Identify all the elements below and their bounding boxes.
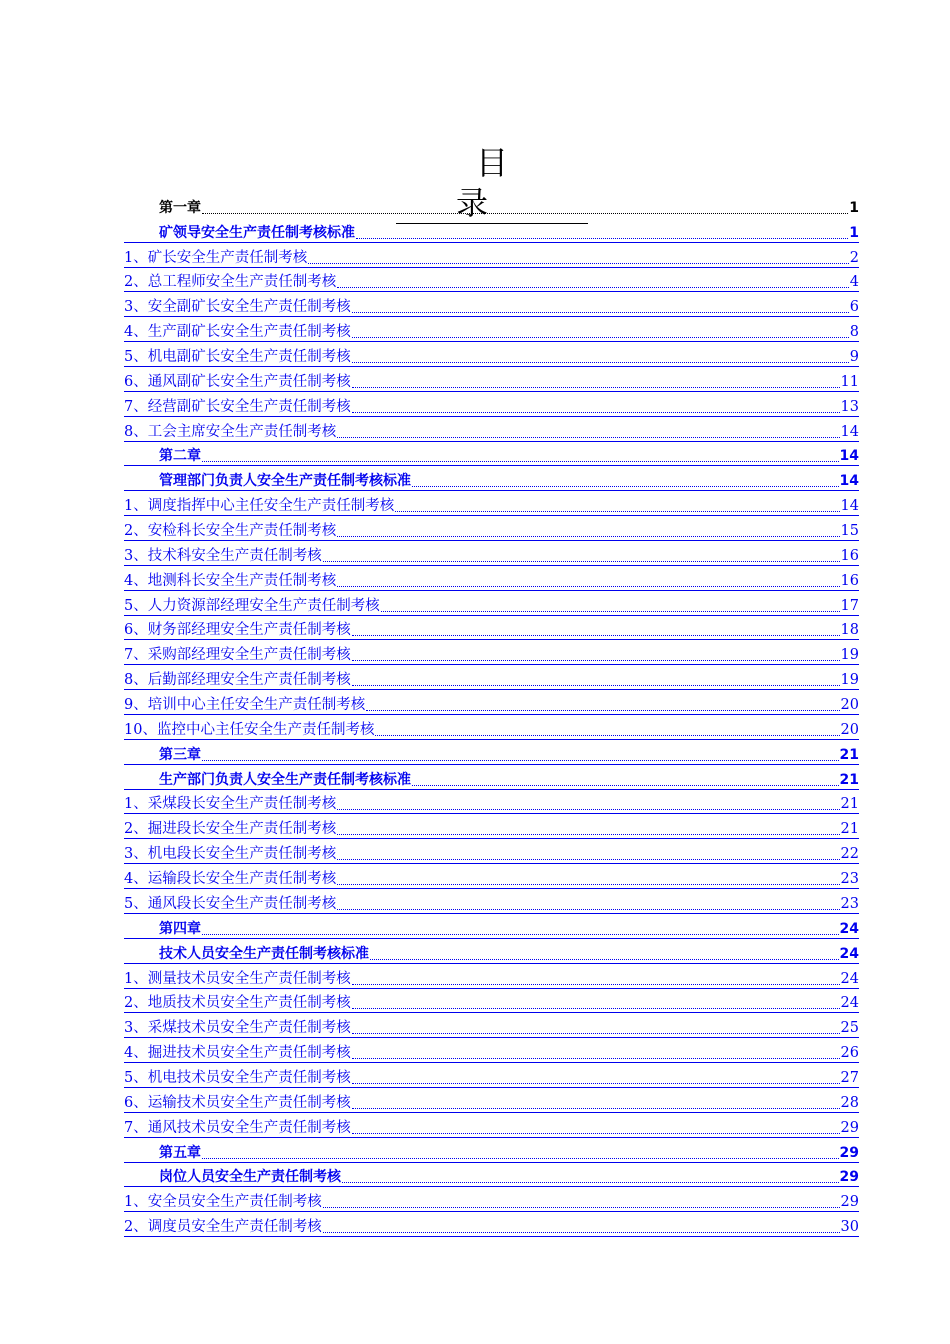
toc-entry-label: 2、总工程师安全生产责任制考核 (124, 274, 337, 291)
toc-entry-label: 5、通风段长安全生产责任制考核 (124, 895, 337, 912)
toc-entry-label: 4、运输段长安全生产责任制考核 (124, 871, 337, 888)
toc-dot-leader (352, 1119, 840, 1134)
toc-page-number: 9 (849, 349, 859, 366)
toc-dot-leader (352, 323, 849, 338)
toc-entry-label: 6、运输技术员安全生产责任制考核 (124, 1094, 351, 1111)
toc-dot-leader (337, 522, 839, 537)
toc-entry-link[interactable] (124, 516, 859, 541)
toc-entry-link[interactable] (124, 839, 859, 864)
toc-entry-label: 8、后勤部经理安全生产责任制考核 (124, 672, 351, 689)
toc-page-number: 21 (840, 821, 859, 838)
toc-entry-label: 岗位人员安全生产责任制考核 (159, 1169, 341, 1186)
toc-entry-label: 管理部门负责人安全生产责任制考核标准 (159, 473, 411, 490)
toc-dot-leader (356, 224, 848, 239)
toc-dot-leader (337, 895, 839, 910)
toc-page-number: 14 (839, 473, 859, 490)
toc-entry-link[interactable] (124, 616, 859, 641)
toc-entry-label: 3、采煤技术员安全生产责任制考核 (124, 1020, 351, 1037)
toc-entry-link[interactable] (124, 889, 859, 914)
toc-entry-link[interactable] (124, 964, 859, 989)
toc-entry-link[interactable] (124, 1113, 859, 1138)
toc-entry-label: 第三章 (159, 746, 201, 763)
toc-entry-link[interactable] (124, 1212, 859, 1237)
toc-entry-link[interactable] (124, 243, 859, 268)
toc-entry-link[interactable] (124, 989, 859, 1014)
toc-page-number: 2 (849, 249, 859, 266)
toc-entry-label: 3、机电段长安全生产责任制考核 (124, 846, 337, 863)
toc-entry-label: 技术人员安全生产责任制考核标准 (159, 945, 369, 962)
toc-entry-label: 第一章 (159, 199, 201, 216)
toc-entry-label: 第五章 (159, 1144, 201, 1161)
toc-page-number: 20 (840, 697, 859, 714)
toc-entry-label: 1、采煤段长安全生产责任制考核 (124, 796, 337, 813)
toc-chapter-link[interactable] (124, 1138, 859, 1163)
toc-chapter-link[interactable] (124, 193, 859, 218)
toc-entry-label: 1、调度指挥中心主任安全生产责任制考核 (124, 498, 395, 515)
toc-dot-leader (337, 845, 839, 860)
toc-chapter-link[interactable] (124, 1163, 859, 1188)
toc-entry-link[interactable] (124, 790, 859, 815)
toc-entry-label: 矿领导安全生产责任制考核标准 (159, 224, 355, 241)
toc-page-number: 24 (840, 970, 859, 987)
toc-chapter-link[interactable] (124, 765, 859, 790)
toc-page-number: 24 (840, 995, 859, 1012)
toc-entry-link[interactable] (124, 640, 859, 665)
toc-entry-label: 8、工会主席安全生产责任制考核 (124, 423, 337, 440)
toc-page-number: 8 (849, 324, 859, 341)
toc-dot-leader (323, 1193, 840, 1208)
toc-page-number: 13 (840, 398, 859, 415)
toc-dot-leader (202, 447, 839, 462)
toc-entry-link[interactable] (124, 591, 859, 616)
toc-entry-link[interactable] (124, 491, 859, 516)
toc-page-number: 11 (840, 373, 859, 390)
toc-page-number: 6 (849, 299, 859, 316)
toc-chapter-link[interactable] (124, 939, 859, 964)
toc-entry-label: 第二章 (159, 448, 201, 465)
toc-chapter-link[interactable] (124, 442, 859, 467)
toc-entry-link[interactable] (124, 1063, 859, 1088)
toc-entry-label: 5、机电技术员安全生产责任制考核 (124, 1069, 351, 1086)
toc-dot-leader (202, 746, 839, 761)
toc-page-number: 19 (840, 672, 859, 689)
toc-entry-label: 3、安全副矿长安全生产责任制考核 (124, 299, 351, 316)
toc-dot-leader (202, 199, 848, 214)
toc-dot-leader (370, 945, 839, 960)
toc-dot-leader (323, 1218, 840, 1233)
toc-entry-label: 4、生产副矿长安全生产责任制考核 (124, 324, 351, 341)
toc-dot-leader (352, 1069, 840, 1084)
toc-dot-leader (352, 646, 840, 661)
toc-entry-link[interactable] (124, 1187, 859, 1212)
toc-entry-link[interactable] (124, 1088, 859, 1113)
toc-entry-label: 2、掘进段长安全生产责任制考核 (124, 821, 337, 838)
toc-entry-link[interactable] (124, 367, 859, 392)
toc-dot-leader (352, 994, 840, 1009)
toc-entry-label: 6、通风副矿长安全生产责任制考核 (124, 373, 351, 390)
toc-entry-link[interactable] (124, 317, 859, 342)
toc-page-number: 20 (840, 721, 859, 738)
toc-dot-leader (352, 671, 840, 686)
toc-page-number: 30 (840, 1219, 859, 1236)
toc-entry-link[interactable] (124, 665, 859, 690)
toc-dot-leader (308, 249, 849, 264)
toc-dot-leader (352, 298, 849, 313)
toc-page-number: 18 (840, 622, 859, 639)
toc-entry-link[interactable] (124, 1038, 859, 1063)
toc-entry-link[interactable] (124, 342, 859, 367)
toc-entry-link[interactable] (124, 541, 859, 566)
toc-page-number: 29 (840, 1119, 859, 1136)
table-of-contents (124, 193, 859, 1237)
toc-page-number: 17 (840, 597, 859, 614)
toc-page-number: 14 (840, 498, 859, 515)
toc-page-number: 15 (840, 523, 859, 540)
toc-entry-label: 1、矿长安全生产责任制考核 (124, 249, 308, 266)
toc-entry-label: 生产部门负责人安全生产责任制考核标准 (159, 771, 411, 788)
toc-entry-link[interactable] (124, 690, 859, 715)
toc-dot-leader (337, 820, 839, 835)
toc-dot-leader (352, 398, 840, 413)
toc-page-number: 21 (839, 771, 859, 788)
toc-dot-leader (342, 1168, 839, 1183)
toc-entry-label: 2、地质技术员安全生产责任制考核 (124, 995, 351, 1012)
toc-dot-leader (412, 472, 839, 487)
toc-page-number: 23 (840, 895, 859, 912)
toc-chapter-link[interactable] (124, 914, 859, 939)
toc-entry-label: 1、安全员安全生产责任制考核 (124, 1194, 322, 1211)
toc-page-number: 19 (840, 647, 859, 664)
toc-dot-leader (337, 423, 839, 438)
toc-dot-leader (323, 547, 840, 562)
toc-chapter-link[interactable] (124, 466, 859, 491)
toc-page-number: 22 (840, 846, 859, 863)
toc-page-number: 16 (840, 547, 859, 564)
toc-page-number: 24 (839, 920, 859, 937)
toc-page-number: 23 (840, 871, 859, 888)
toc-entry-link[interactable] (124, 814, 859, 839)
toc-entry-link[interactable] (124, 715, 859, 740)
toc-page-number: 29 (839, 1144, 859, 1161)
toc-dot-leader (352, 373, 840, 388)
toc-page-number: 1 (849, 199, 859, 216)
toc-dot-leader (202, 920, 839, 935)
toc-entry-link[interactable] (124, 392, 859, 417)
toc-dot-leader (412, 771, 839, 786)
toc-page-number: 14 (839, 448, 859, 465)
toc-page-number: 4 (849, 274, 859, 291)
toc-dot-leader (202, 1144, 839, 1159)
toc-page-number: 28 (840, 1094, 859, 1111)
toc-entry-link[interactable] (124, 268, 859, 293)
toc-dot-leader (337, 870, 839, 885)
toc-dot-leader (395, 497, 839, 512)
toc-entry-label: 2、安检科长安全生产责任制考核 (124, 523, 337, 540)
toc-entry-label: 1、测量技术员安全生产责任制考核 (124, 970, 351, 987)
toc-entry-link[interactable] (124, 1013, 859, 1038)
toc-page-number: 27 (840, 1069, 859, 1086)
toc-entry-link[interactable] (124, 864, 859, 889)
toc-chapter-link[interactable] (124, 740, 859, 765)
toc-page-number: 26 (840, 1045, 859, 1062)
toc-entry-label: 4、掘进技术员安全生产责任制考核 (124, 1045, 351, 1062)
toc-entry-label: 第四章 (159, 920, 201, 937)
toc-dot-leader (352, 970, 840, 985)
toc-dot-leader (352, 1019, 840, 1034)
toc-page-number: 21 (840, 796, 859, 813)
toc-entry-link[interactable] (124, 417, 859, 442)
toc-page-number: 14 (840, 423, 859, 440)
toc-entry-label: 6、财务部经理安全生产责任制考核 (124, 622, 351, 639)
toc-dot-leader (352, 1094, 840, 1109)
toc-dot-leader (337, 572, 839, 587)
toc-page-number: 25 (840, 1020, 859, 1037)
toc-chapter-link[interactable] (124, 218, 859, 243)
toc-dot-leader (337, 273, 849, 288)
toc-dot-leader (375, 721, 839, 736)
toc-dot-leader (352, 348, 849, 363)
toc-page-number: 1 (849, 224, 859, 241)
toc-page-number: 24 (839, 945, 859, 962)
toc-entry-label: 10、监控中心主任安全生产责任制考核 (124, 721, 375, 738)
toc-entry-label: 7、通风技术员安全生产责任制考核 (124, 1119, 351, 1136)
toc-dot-leader (337, 795, 839, 810)
toc-page-number: 29 (839, 1169, 859, 1186)
toc-page-number: 16 (840, 572, 859, 589)
toc-entry-label: 5、人力资源部经理安全生产责任制考核 (124, 597, 380, 614)
toc-dot-leader (366, 696, 839, 711)
toc-entry-label: 9、培训中心主任安全生产责任制考核 (124, 697, 366, 714)
toc-entry-label: 2、调度员安全生产责任制考核 (124, 1219, 322, 1236)
toc-dot-leader (352, 1044, 840, 1059)
toc-entry-label: 4、地测科长安全生产责任制考核 (124, 572, 337, 589)
toc-title: 目 录 (396, 143, 588, 224)
toc-entry-label: 3、技术科安全生产责任制考核 (124, 547, 322, 564)
toc-page-number: 29 (840, 1194, 859, 1211)
toc-entry-label: 7、采购部经理安全生产责任制考核 (124, 647, 351, 664)
toc-entry-link[interactable] (124, 566, 859, 591)
toc-page-number: 21 (839, 746, 859, 763)
toc-dot-leader (381, 597, 840, 612)
toc-entry-label: 7、经营副矿长安全生产责任制考核 (124, 398, 351, 415)
toc-entry-link[interactable] (124, 292, 859, 317)
toc-entry-label: 5、机电副矿长安全生产责任制考核 (124, 349, 351, 366)
toc-dot-leader (352, 621, 840, 636)
